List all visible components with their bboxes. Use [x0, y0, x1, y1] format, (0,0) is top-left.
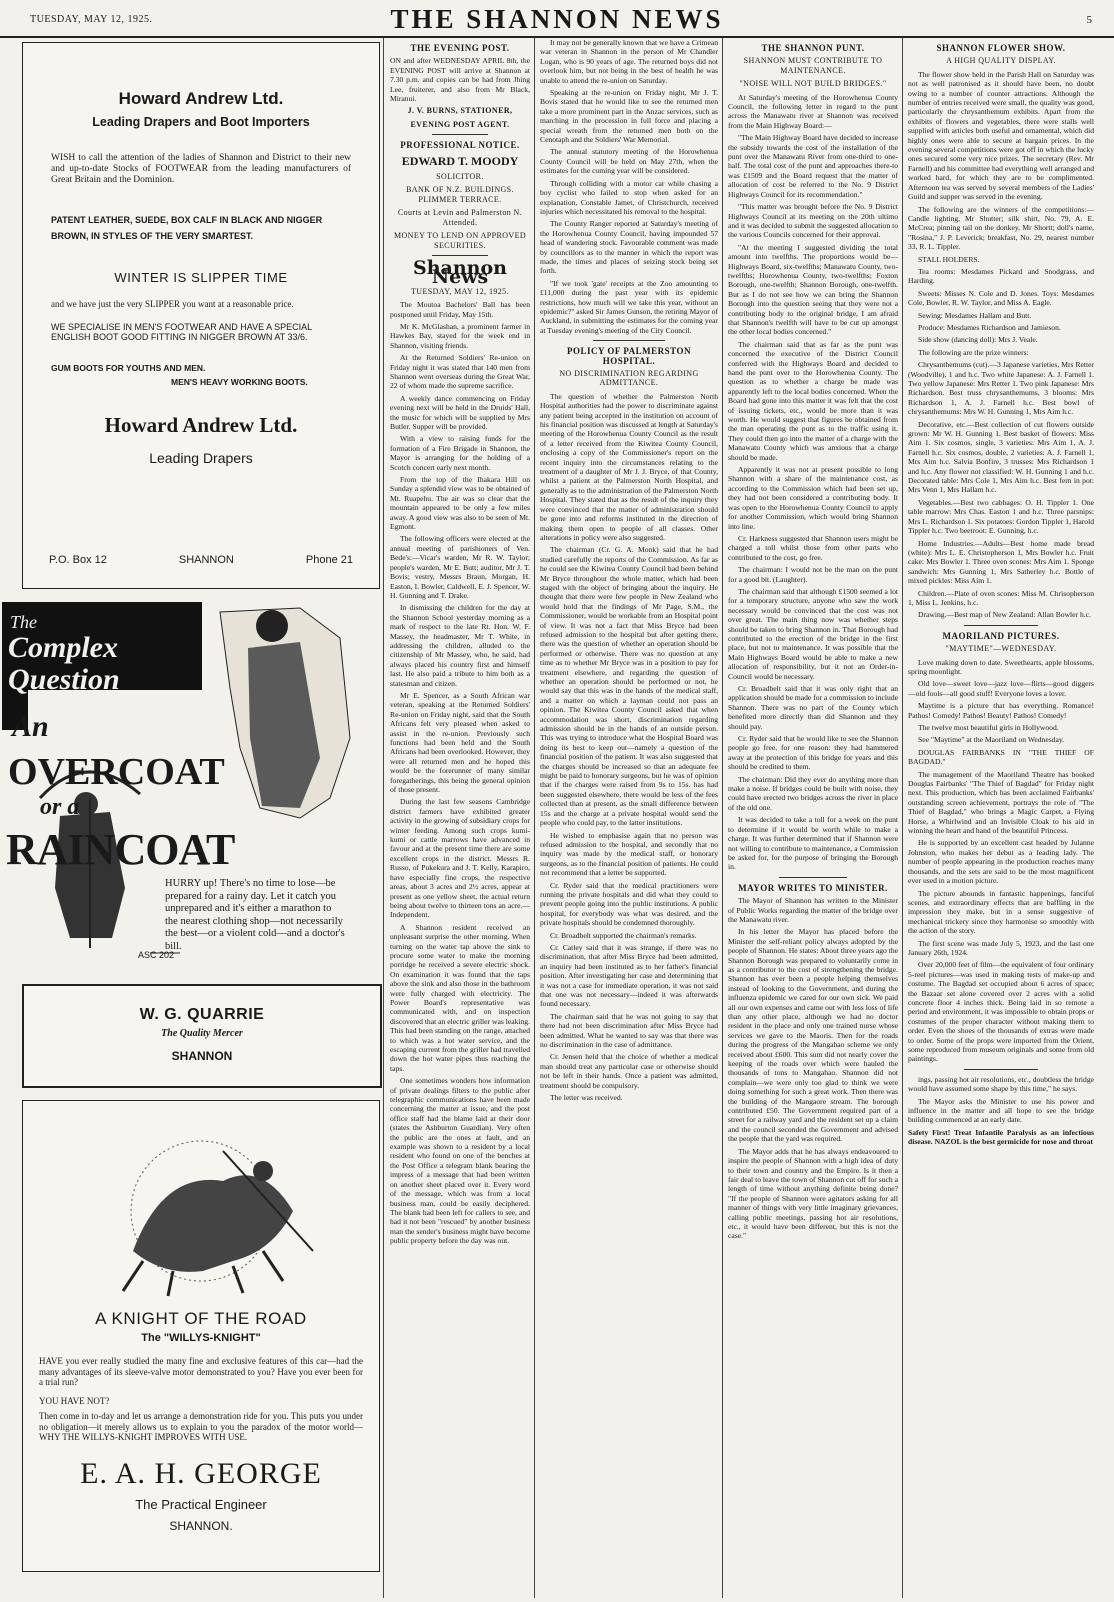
punt-subheading-2: "NOISE WILL NOT BUILD BRIDGES." [739, 79, 887, 89]
moody-name: EDWARD T. MOODY [401, 153, 519, 168]
ad-willys-body: HAVE you ever really studied the many fine and exclusive features of this car—had the many advantages of its sleeve-valve motor demonstrated to you? Have you ever been for a trial run? [39, 1356, 363, 1387]
article-paragraph: Speaking at the re-union on Friday night, Mr J. T. Bovis stated that he would like to see the returned men take a more prominent part in the Anzac services, such as marching in the procession in full force and placing a special wreath from the returned men both on the Cenotaph and the Soldiers' War Memorial. [540, 88, 718, 145]
ad-quarrie-tag: The Quality Mercer [161, 1028, 243, 1039]
article-paragraph: The chairman: I would not be the man on the punt for a good bit. (Laughter). [728, 565, 898, 584]
divider [593, 340, 664, 341]
ad-quarrie-town: SHANNON [171, 1049, 233, 1063]
column-rule [383, 38, 384, 1598]
article-paragraph: The following are the prize winners: [918, 347, 1029, 357]
article-paragraph: Over 20,000 feet of film—the equivalent of four ordinary 5-reel pictures—was used in making tests of make-up and costume. The Bagdad set occupied about 6 acres of space; the Bazaar set alone covered over 2 acres with a solid concrete floor 4 inches thick. Being laid in so remote a period and environment, it was impossible to obtain props or costumes of the proper character without making them to order. Even the shoes of the thousands of extras were made to order. Some of the props were imported from the Orient, some reproduced from museum originals and some from old paintings. [908, 960, 1094, 1064]
column-rule [722, 38, 723, 1598]
article-paragraph: The management of the Maoriland Theatre has booked Douglas Fairbanks' "The Thief of Bagdad" for Friday night next. This production, which has been acclaimed Fairbanks' outstanding screen achievement, portrays the role of "The Thief of Bagdad," who brings a Magic Carpet, a Flying Horse, a Whirlwind and an Invisible Cloak to his aid in winning the heart and hand of the beautiful Princess. [908, 769, 1094, 836]
ad-overcoat-code: ASC 202 [138, 950, 175, 960]
article-paragraph: The twelve most beautiful girls in Hollywood. [918, 723, 1059, 732]
article-paragraph: In dismissing the children for the day at the Shannon School yesterday morning as a mark of respect to the late Rt. Hon. W. F. Massey, the headmaster, Mr T. White, in addressing the children, alluded to the citizenship of Mr Massey, who, he said, had always placed his country first and himself last. He also paid a tribute to him both as a statesman and citizen. [390, 603, 530, 688]
article-paragraph: The annual statutory meeting of the Horowhenua County Council will be held on May 27th, when the estimates for the coming year will be considered. [540, 147, 718, 176]
article-paragraph: "At the meeting I suggested dividing the total amount into twelfths. The proportions would be—Highways Board, six-twelfths; Manawatu County, two-twelfths; Horowhenua County, two-twelfths; Foxton Borough, one-twelfth; Shannon Borough, one-twelfth. But as I do not see how we can bring the Shannon Borough into the question seeing that they were not a contributing body to the original bridge, I am afraid that Shannon's twelfth will have to be cut up amongst the other local bodies concerned." [728, 242, 898, 337]
divider [432, 255, 488, 256]
article-paragraph: It was decided to take a toll for a week on the punt to determine if it would be worth while to make a charge. It was further determined that if Shannon were not willing to contribute to maintenance, a Commission be asked for, for the purpose of bringing the Borough in. [728, 815, 898, 872]
article-paragraph: The first scene was made July 5, 1923, and the last one January 26th, 1924. [908, 938, 1094, 957]
ad-willys-question: YOU HAVE NOT? [39, 1396, 110, 1406]
article-paragraph: Cr. Ryder said that the medical practitioners were running the private hospitals and did what they could to prevent people going into the public institutions. A public hospital, for everybody was what was desired, and the private hospitals should be condemned thoroughly. [540, 880, 718, 928]
punt-subheading: SHANNON MUST CONTRIBUTE TO MAINTENANCE. [743, 56, 883, 75]
article-paragraph: The letter was received. [550, 1093, 623, 1103]
knight-illustration [23, 1101, 379, 1306]
article-paragraph: Chrysanthemums (cut).—3 Japanese varieties, Mrs Retter (Woodville), 1 and h.c. Two white Japanese: A. J. Farnell 1. Two yellow Japanese: Mrs Retter 1. Two pink Japanese: Mrs Richardson. Best truss chrysanthemums, 3 blooms: Mrs Richardson 1, A. J. Farnell h.c. Best bowl of chrysanthemums: Mrs W. H. Gunning 1, Mrs Aim h.c. [908, 360, 1094, 417]
column-4 [728, 38, 898, 1598]
article-paragraph: A Shannon resident received an unpleasant surprise the other morning. When turning on the water tap above the sink to procure some water to make the morning porridge he received a severe electric shock. On examination it was found that the taps above the sink and also those in the bathroom were fully charged with electricity. The Power Board's representative was communicated with, and on inspection discovered that an electric griller was leaking. This had been standing on the range, attached to which was a hot water service, and the escaping current from the griller had travelled down the hot water pipes thus reaching the taps. [390, 922, 530, 1073]
article-paragraph: Cr. Ryder said that he would like to see the Shannon people go free, for one reason: they had hammered away at the protection of this bridge for years and this should be credited to them. [728, 734, 898, 772]
article-paragraph: Side show (dancing doll): Mrs J. Veale. [918, 335, 1038, 345]
page-number: 5 [1086, 14, 1092, 26]
ad-howard-pobox: P.O. Box 12 [49, 554, 107, 566]
article-paragraph: The chairman said that although £1500 seemed a lot for a temporary structure, anyone who saw the work necessary would be convinced that the cost was not over great. The main thing now was whether steps should be taken to bring Shannon in. That Borough had contributed to the erection of the bridge in the first place, but not to maintenance. It was possible that the Main Highways Board would be able to make a new allocation of responsibility, but it not an Order-in-Council would be necessary. [728, 586, 898, 681]
ad-howard-slipper: and we have just the very SLIPPER you want at a reasonable price. [51, 299, 294, 309]
article-paragraph: STALL HOLDERS. [918, 254, 980, 264]
article-paragraph: See "Maytime" at the Maoriland on Wednesday. [918, 735, 1065, 745]
ad-quarrie-name: W. G. QUARRIE [139, 1006, 265, 1023]
article-paragraph: One sometimes wonders how information of private dealings filters to the public after telegraphic communications have been made concerning the matter at issue, and the post office staff had the blame laid at their door (states the Ashburton Guardian). Very often the public are the ones at fault, and an example was shown to a resident by a local resident who found on one of the benches at the Post Office a telegram blank bearing the impress of a message that had been written on another sheet placed over it. Every word of the message, which was from a local business man, could be easily deciphered. The blank had been left for callers to see, and had it not been "rescued" by another business man the sender's business might have become public property before the day was out. [390, 1076, 530, 1246]
evening-post-sig2: EVENING POST AGENT. [410, 119, 510, 129]
punt-paragraphs [728, 93, 898, 872]
ad-howard-gum: GUM BOOTS FOR YOUTHS AND MEN. [51, 362, 206, 373]
column-2-paragraphs [390, 300, 530, 1245]
ad-howard-tagline: Leading Drapers and Boot Importers [92, 115, 310, 129]
column-2 [390, 38, 530, 1598]
safety-first-notice: Safety First! Treat Infantile Paralysis as an infectious disease. NAZOL is the best germicide for nose and throat [908, 1127, 1094, 1147]
article-paragraph: Cr. Harkness suggested that Shannon users might be charged a toll whilst those from other parts who contributed to the cost, go free. [728, 533, 898, 562]
article-paragraph: Tea rooms: Mesdames Pickard and Snodgrass, and Harding. [908, 266, 1094, 286]
maoriland-heading: MAORILAND PICTURES. [942, 630, 1060, 641]
ad-willys-body2: Then come in to-day and let us arrange a demonstration ride for you. This puts you under no obligation—it merely allows us to explain to you the paradox of the motor world—WHY THE WILLYS-KNIGHT IMPROVES WITH USE. [39, 1411, 363, 1442]
article-paragraph: The chairman said that he was not going to say that there had not been discrimination after Miss Bryce had been admitted. What he wanted to say was that there was no discrimination in the case of admittance. [540, 1011, 718, 1050]
article-paragraph: The following are the winners of the competitions:—Candle lighting, Mr Shutter; silk shirt, No. 79, A. E. McCrea; pinning tail on the donkey, Mr Shortt; doll's name, "Rosina," J. P. Leverick; breakfast, No. 29, nearest number 33, R. L. Tippler. [908, 204, 1094, 252]
article-paragraph: Love making down to date. Sweethearts, apple blossoms, spring moonlight. [908, 657, 1094, 676]
article-paragraph: Through colliding with a motor car while chasing a boy cyclist who failed to stop when asked for an explanation, Constable Jamet, of Christchurch, received injuries which necessitated his removal to the hospital. [540, 178, 718, 216]
paper-name-blackletter: Shannon News [413, 256, 507, 289]
ad-howard-mens: MEN'S HEAVY WORKING BOOTS. [171, 376, 308, 387]
article-paragraph: The Mayor asks the Minister to use his power and influence in the matter and all hope to see the bridge building commenced at an early date. [908, 1096, 1094, 1125]
article-paragraph: Drawing.—Best map of New Zealand: Allan Bowler h.c. [918, 610, 1091, 620]
article-paragraph: Mr K. McGlashan, a prominent farmer in Hawkes Bay, stayed for the week end in Shannon, visiting friends. [390, 321, 530, 350]
article-paragraph: The question of whether the Palmerston North Hospital authorities had the power to discriminate against any patient being accepted in the institution on account of his financial position was discussed at length at Saturday's meeting of the Horowhenua County Council as the result of a letter received from the Kiwitea County Council, enclosing a copy of the Commissioner's report on the recent inquiry into the circumstances relating to the treatment of a daughter of Mr J. J. Bryce, of that County, whilst a patient at the Palmerston North Hospital, and generally as to the administration of the Palmerston North Hospital. They stated that as the result of the inquiry they were convinced that the matter of administration should be gone into and reforms instituted in the direction of making them open to people of all classes. Other alterations in policy were also suggested. [540, 391, 718, 542]
article-paragraph: From the top of the Ihakara Hill on Sunday a splendid view was to be obtained of Mt. Ruapehu. The air was so clear that the mountain appeared to be only a few miles away. A good view was also to be seen of Mt. Egmont. [390, 475, 530, 532]
ad-howard-name-2: Howard Andrew Ltd. [104, 412, 298, 437]
masthead [0, 0, 1114, 38]
ad-howard-contact [49, 554, 353, 566]
article-paragraph: The County Ranger reported at Saturday's meeting of the Horowhenua County Council, having impounded 57 head of wandering stock. Favourable comment was made by councillors as to the manner in which the report was made, the times and places of seizing stock being set forth. [540, 219, 718, 276]
punt-heading: THE SHANNON PUNT. [761, 43, 865, 53]
moody-solicitor: SOLICITOR. [436, 172, 484, 182]
article-paragraph: The picture abounds in fantastic happenings, fanciful scenes, and extraordinary effects that are baffling in the impression they make, but in a sense suggestive of mechanical trickery since they harmonise so smoothly with the action of the story. [908, 888, 1094, 936]
ad-howard-intro: WISH to call the attention of the ladies of Shannon and District to their new and up-to-date Stocks of FOOTWEAR from the leading manufacturers of Great Britain and the Dominion. [51, 153, 351, 185]
policy-subheading: NO DISCRIMINATION REGARDING ADMITTANCE. [559, 369, 699, 388]
ad-howard-andrew [22, 42, 380, 589]
article-paragraph: Produce: Mesdames Richardson and Jamieson. [918, 322, 1061, 332]
policy-heading: POLICY OF PALMERSTON HOSPITAL. [566, 346, 691, 366]
article-paragraph: Vegetables.—Best two cabbages: O. H. Tippler 1. One table marrow: Mrs Chas. Easton 1 and h.c. Three parsnips: Mrs L. Richardson 1. Six potatoes: Gordon Tippler 1, Harold Tippler h.c. Two beetroot: E. Gunning, h.c. [908, 497, 1094, 536]
divider [779, 877, 847, 878]
article-paragraph: The flower show held in the Parish Hall on Saturday was not as well patronised as it should have been, no doubt owing to a number of counter attractions. Although the number of entries received were small, the quality was good, particularly the chrysanthemum exhibits. Apart from the exhibits of flowers and vegetables, there were stalls well supplied with articles both useful and ornamental, which did highly ones were able to secure at bargain prices. In the evening several competitions were got off in which the lucky ones secured some very nice prizes. The secretary (Rev. Mr Farnell) and his committee had everything well arranged and worked hard, for which they are to be complimented. Afternoon tea was served by several members of the Ladies' Guild and supper was served in the evening. [908, 69, 1094, 202]
ad-willys-name: E. A. H. GEORGE [80, 1457, 322, 1490]
article-paragraph: Cr. Jensen held that the choice of whether a medical man should treat any particular case or otherwise should not be left in their hands. Once a patient was admitted, treatment should be compulsory. [540, 1052, 718, 1090]
article-paragraph: It may not be generally known that we have a Crimean war veteran in Shannon in the person of Mr Chandler Logan, who is 90 years of age. The returned boys did not overlook him, but not being in the best of health he was unable to attend the re-union on Saturday. [540, 38, 718, 85]
article-paragraph: He wished to emphasise again that no person was refused admission to the hospital, and secondly that no inquiry was made by the medical staff, or honorary surgeons, as to the financial position of patients. He could not recommend that a letter be supported. [540, 830, 718, 878]
ad-willys-sub: The "WILLYS-KNIGHT" [141, 1332, 261, 1344]
evening-post-heading: THE EVENING POST. [410, 43, 510, 53]
ad-overcoat-line4: OVERCOAT [8, 751, 225, 793]
ad-overcoat-line5: or a [40, 794, 80, 820]
article-paragraph: Cr. Catley said that it was strange, if there was no discrimination, that after Miss Bryce had been admitted, an inquiry had been instituted as to her father's financial position. After investigating her case and determining that it was not a case for immediate operation, it was not said that one was not necessary—indeed it was afterwards found necessary. [540, 942, 718, 1009]
evening-post-sig1: J. V. BURNS, STATIONER, [407, 106, 513, 116]
article-paragraph: Home Industries.—Adults—Best home made bread (white): Mrs L. E. Christopherson 1, Mrs Bowler h.c. Fruit cake: Mrs Bowler 1. Three oven scones: Mrs Aim 1. Sponge sandwich: Mrs Gunning 1, Mrs Satherley h.c. Bottle of mixed pickles: Miss Aim 1. [908, 538, 1094, 586]
masthead-date: TUESDAY, MAY 12, 1925. [30, 14, 153, 25]
mayor-heading: MAYOR WRITES TO MINISTER. [738, 882, 888, 893]
article-paragraph: The Moutoa Bachelors' Ball has been postponed until Friday, May 15th. [390, 300, 530, 319]
column-3-paragraphs-top [540, 38, 718, 335]
article-paragraph: Apparently it was not at present possible to long Shannon with a share of the maintenance cost, as according to the Commission which had been set up, they had not been considered a contributing body. It was open to the Horowhenua County Council to apply for another Commission, which would bring Shannon into line. [728, 465, 898, 531]
ad-willys-town: SHANNON. [169, 1519, 233, 1533]
article-paragraph: The chairman said that as far as the punt was concerned the executive of the District Council conferred with the Highways Board and decided to hand the punt over to the Horowhenua County. The question as to whether a charge be made was apparently left to the local bodies concerned. When the Board had gone into this matter it was felt that the cost of issuing tickets, etc., would be more than it was worth. He would suggest that figures be obtained from the man operating the punt as to the traffic using it. They could then go into the matter of a charge with the Manawatu County which was anxious that a charge should be made. [728, 339, 898, 462]
ad-overcoat-line6: RAINCOAT [6, 825, 235, 874]
article-paragraph: "This matter was brought before the No. 9 District Highways Council at its meeting on the 20th ultimo and it was decided to submit the suggested allocation to the various Councils concerned for their approval. [728, 202, 898, 240]
article-paragraph: During the last few seasons Cambridge district farmers have exhibited greater activity in the growing of subsidiary crops for winter feeding. Among such crops kumi-kumi or cattle marrows have advanced in favour and at the present time there are some excellent crops in the district. Messrs R. Russo, of Pukekura and J. T. Kelly, Karapiro, have especially fine crops, the respective areas, about 3 acres and 2½ acres, appear at present as one yellow sheet, the actual return being about twelve to thirteen tons an acre.—Independent. [390, 797, 530, 920]
ad-willys-role: The Practical Engineer [135, 1497, 267, 1512]
article-paragraph: ings, passing hot air resolutions, etc., doubtless the bridge would have assumed some shape by this time," he says. [908, 1074, 1094, 1094]
article-paragraph: He is supported by an excellent cast headed by Julanne Johnston, who makes her debut as a leading lady. The number of people appearing in the production reaches many thousands, and the sets are said to be the most magnificent ever used in a motion picture. [908, 838, 1094, 886]
column-rule [902, 38, 903, 1598]
article-paragraph: Sweets: Misses N. Cole and D. Jones. Toys: Mesdames Cole, Bowler, R. W. Taylor, and Miss A. Eagle. [908, 288, 1094, 308]
article-paragraph: Maytime is a picture that has everything. Romance! Pathos! Comedy! Pathos! Beauty! Pathos! Comedy! [908, 701, 1094, 720]
ad-overcoat-line2: Complex Question [8, 631, 120, 696]
article-paragraph: The chairman: Did they ever do anything more than make a noise. If bridges could be built with noise, they could have erected two bridges across the river in place of the old one. [728, 774, 898, 812]
ad-howard-winter: WINTER IS SLIPPER TIME [114, 270, 288, 285]
article-paragraph: With a view to raising funds for the formation of a Fire Brigade in Shannon, the Mayor is arranging for the holding of a Scotch concert early next month. [390, 434, 530, 472]
article-paragraph: The following officers were elected at the annual meeting of parishioners of Ven. Bede's:—Vicar's warden, Mr R. W. Taylor; people's warden, Mr E. Butt; auditor, Mr J. T. Bovis; vestry, Messrs Braun, Morgan, H. Easton, I. Bowler, Caldwell, E. J. Spencer, W. H. Gunning and T. Drake. [390, 534, 530, 600]
article-paragraph: The Mayor adds that he has always endeavoured to inspire the people of Shannon with a high idea of duty to their town and country and the Empire. Is it then a fair deal to leave the town of Shannon cut off for such a length of time without anything definite being done? "If the people of Shannon were agitators asking for all manner of things with very little imaginary grievances, calling public meetings, passing hot air resolutions, etc., it would have been different, but this is not the case." [728, 1146, 898, 1241]
flower-show-paragraphs [908, 70, 1094, 620]
article-paragraph: Mr E. Spencer, as a South African war veteran, speaking at the Returned Soldiers' Re-union on Friday night, said that the South Africans felt very pleased when asked to assist in the re-union. Previously such functions had been held and the South Africans had been overlooked. However, they were all returned men and he hoped this would be the forerunner of many similar foregatherings, this being the general opinion of those present. [390, 690, 530, 795]
ad-howard-town: SHANNON [178, 554, 234, 566]
ad-willys-knight [22, 1100, 380, 1572]
moody-money: MONEY TO LEND ON APPROVED SECURITIES. [393, 231, 527, 250]
divider [432, 134, 488, 135]
column-3 [540, 38, 718, 1598]
flower-show-heading: SHANNON FLOWER SHOW. [936, 43, 1066, 53]
moody-courts: Courts at Levin and Palmerston N. Attended. [397, 208, 523, 227]
article-paragraph: Cr. Broadbelt supported the chairman's remarks. [550, 930, 697, 940]
article-paragraph: Cr. Broadbelt said that it was only right that an application should be made for a commission to include Shannon. There was no part of the County which benefited more directly than did Shannon and they should pay. [728, 684, 898, 731]
ad-howard-patent: PATENT LEATHER, SUEDE, BOX CALF IN BLACK AND NIGGER BROWN, IN STYLES OF THE VERY SMARTEST. [51, 215, 323, 241]
ad-howard-special: WE SPECIALISE IN MEN'S FOOTWEAR AND HAVE A SPECIAL ENGLISH BOOT GOOD FITTING IN NIGGER BROWN AT 33/6. [51, 321, 312, 342]
column-5 [908, 38, 1094, 1598]
ad-howard-phone: Phone 21 [305, 554, 353, 566]
article-paragraph: Sewing: Mesdames Hallam and Butt. [918, 310, 1032, 320]
ad-overcoat [0, 598, 380, 968]
article-paragraph: At Saturday's meeting of the Horowhenua County Council, the following letter in regard to the punt across the Manawatu river at Shannon was received from the Main Highway Board:— [728, 92, 898, 130]
ad-overcoat-line1: The [10, 612, 37, 632]
ad-overcoat-body: HURRY up! There's no time to lose—be prepared for a rainy day. Let it catch you unprepared and it's either a marathon to the nearest clothing shop—not necessarily the best—or a violent cold—and a doctor's bill. [165, 878, 345, 952]
ad-howard-tagline-2: Leading Drapers [149, 449, 253, 466]
divider [964, 625, 1038, 626]
mayor-paragraphs [728, 896, 898, 1241]
article-paragraph: A weekly dance commencing on Friday evening next will be held in the Druids' Hall, the music for which will be supplied by Mrs Butler. Supper will be provided. [390, 393, 530, 431]
article-paragraph: Children.—Plate of oven scones: Miss M. Chrisopherson 1, Miss L. Jenkins, h.c. [908, 588, 1094, 607]
evening-post-body: ON and after WEDNESDAY APRIL 8th, the EVENING POST will arrive at Shannon at 7.30 p.m. and copies can be had from Jhing Lee, fruiterer, and also from Mr Black, Miranui. [390, 56, 530, 104]
article-paragraph: Old love—sweet love—jazz love—flirts—good diggers—old fools—all good stuff! Everyone loves a lover. [908, 679, 1094, 698]
divider [964, 1069, 1038, 1070]
column-rule [534, 38, 535, 1598]
article-paragraph: The chairman (Cr. G. A. Monk) said that he had studied carefully the reports of the Commission. As far as he could see the Kiwitea County Council had been behind Mr Bryce throughout the whole matter, which had been staged with the object of bringing about the inquiry. He thought that there were few people in New Zealand who would hold that the findings of Mr Page, S.M., the Commissioner, would be workable from an Hospital point of view. It was not a fact that Miss Bryce had been refused admission to the hospital but after getting there, there was the question of whether an operation should be performed or otherwise. There was no question at any time as to whether Mr Bryce was in a position to pay for treatment elsewhere, and regarding the question of whether an operation should be performed or not, he would say that this was in the hands of the medical staff, and a matter on which a layman could not pass an opinion. The Kiwitea County Council asked that when accommodation was short, discrimination regarding admission should be in the hands of an outside person. This was trying to introduce what the Hospital Board was doing its best to keep out—namely a question of the financial position of the patient. It was also suggested that the charges should be increased so that an adequate fee might be paid to honorary surgeons, but he was of opinion that if the charges were raised from 9s to 15s. has had been suggested elsewhere, there would be less of the fees collected than at present, as the small difference between 15s and the charge at a private hospital would send the people who could pay, to the latter institutions. [540, 545, 718, 828]
professional-notice-heading: PROFESSIONAL NOTICE. [400, 140, 520, 151]
article-paragraph: "The Main Highway Board have decided to increase the subsidy towards the cost of the installation of the punt over the Manawatu River from one-third to one-half. The total cost of the punt and approaches there-to was £1509 and the Board request that the matter of allocation of cost be referred to the No. 9 District Highways Council for its recommendation." [728, 133, 898, 199]
maoriland-subheading: "MAYTIME"—WEDNESDAY. [945, 644, 1057, 654]
paper-date: TUESDAY, MAY 12, 1925. [410, 286, 509, 296]
article-paragraph: DOUGLAS FAIRBANKS IN "THE THIEF OF BAGDAD." [908, 747, 1094, 767]
article-paragraph: At the Returned Soldiers' Re-union on Friday night it was stated that 140 men from Shannon went overseas during the Great War, 22 of whom made the supreme sacrifice. [390, 353, 530, 391]
article-paragraph: The Mayor of Shannon has written to the Minister of Public Works regarding the matter of the bridge over the Manawatu river. [728, 896, 898, 924]
ad-overcoat-line3: An [12, 710, 49, 743]
article-paragraph: "If we took 'gate' receipts at the Zoo amounting to £11,000 during the past year with its epidemic restrictions, how much will we take this year, without an epidemic?" asked Sir James Gunson, the retiring Mayor of Auckland, in submitting the estimates for the coming year at Tuesday evening's meeting of the City Council. [540, 278, 718, 335]
moody-bank: BANK OF N.Z. BUILDINGS. PLIMMER TERRACE. [406, 185, 514, 204]
policy-paragraphs [540, 392, 718, 1103]
mayor-continued-paragraphs [908, 1075, 1094, 1125]
flower-show-subheading: A HIGH QUALITY DISPLAY. [946, 56, 1056, 66]
ad-quarrie [22, 984, 382, 1088]
masthead-title: THE SHANNON NEWS [390, 4, 724, 34]
article-paragraph: In his letter the Mayor has placed before the Minister the self-reliant policy always adopted by the people of Shannon. He states: About three years ago the Shannon Borough was prepared to voluntarily come in as a contributor to the cost of strengthening the bridge. Shannon has ever been a people helping themselves instead of looking to the Government, and during the influenza epidemic we cared for our own sick. We paid all our own expenses and came out with less loss of life than any other place, although we had no doctor resident in the place and only one trained nurse whose services we gave to the Maoris. Then for the roads during the progress of the Mangahao scheme we only received about £600. This sum did not nearly cover the keeping of the roads over which were hauled the thousands of tons to Mangahao. Shannon did not complain—we were only too glad to think we were doing something for such a great work. Then there was the building of the Mangaore stream. The borough contributed £50. The Government required part of a street for a railway yard and the resident set up a claim and the council seconded the Government and advised the people that the yard was required. [728, 927, 898, 1144]
maoriland-paragraphs [908, 658, 1094, 1064]
ad-howard-name: Howard Andrew Ltd. [118, 89, 284, 108]
ad-willys-title: A KNIGHT OF THE ROAD [95, 1309, 307, 1328]
article-paragraph: Decorative, etc.—Best collection of cut flowers outside grown: Mr W. H. Gunning 1. Best basket of flowers: Miss Aim 1. Six cosmos, single, 3 varieties: Mrs Aim 1, A. J. Farnell h.c. Six cosmos, double, 2 varieties: A. J. Farnell 1, Mrs Aim h.c. Salvia Bonfire, 3 trusses: Mrs Richardson 1 and h.c. Any flower not classified: W. H. Gunning 1 and h.c. Decorated table: Mrs Cole 1, Mrs Aim h.c. Best fern in pot: Mrs Venn 1, Mrs Hallam h.c. [908, 419, 1094, 495]
